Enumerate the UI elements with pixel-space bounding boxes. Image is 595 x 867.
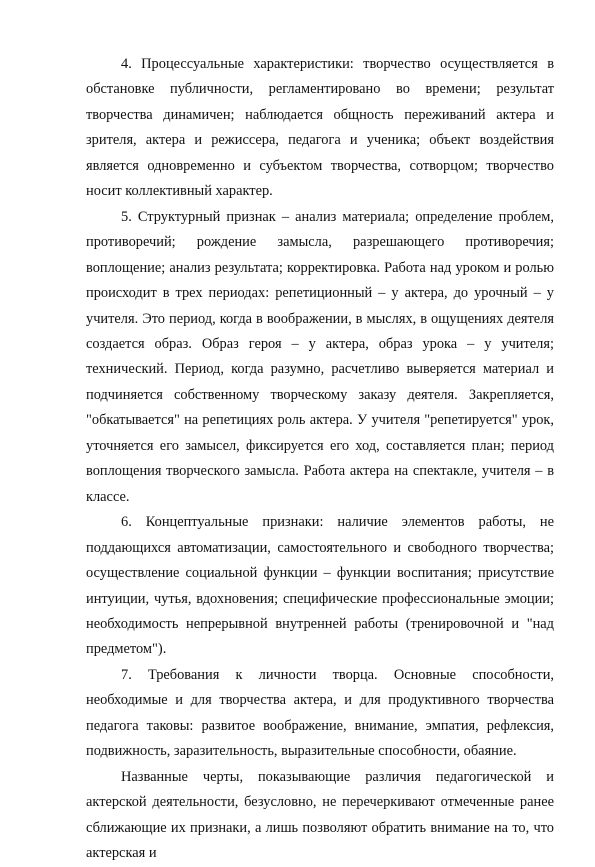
document-body [86, 52, 554, 867]
paragraph-procedural-characteristics: 4. Процессуальные характеристики: творчество осуществляется в обстановке публичности, регламентировано во времени; результат творчества динамичен; наблюдается общность переживаний актера и зрителя, актера и режиссера, педагога и ученика; объект воздействия является одновременно и субъектом творчества, сотворцом; творчество носит коллективный характер. [86, 56, 554, 200]
paragraph-structural-feature: 5. Структурный признак – анализ материала; определение проблем, противоречий; рождение замысла, разрешающего противоречия; воплощение; анализ результата; корректировка. Работа над уроком и ролью происходит в трех периодах: репетиционный – у актера, до урочный – у учителя. Это период, когда в воображении, в мыслях, в ощущениях деятеля создается образ. Образ героя – у актера, образ урока – у учителя; технический. Период, когда разумно, расчетливо выверяется материал и подчиняется собственному творческому заказу деятеля. Закрепляется, "обкатывается" на репетициях роль актера. У учителя "репетируется" урок, уточняется его замысел, фиксируется его ход, составляется план; период воплощения творческого замысла. Работа актера на спектакле, учителя – в классе. [86, 208, 554, 505]
paragraph-conclusion: Названные черты, показывающие различия педагогической и актерской деятельности, безусловно, не перечеркивают отмеченные ранее сближающие их признаки, а лишь позволяют обратить внимание на то, что актерская и [86, 768, 554, 862]
paragraph-creator-requirements: 7. Требования к личности творца. Основные способности, необходимые и для творчества актера, и для продуктивного творчества педагога таковы: развитое воображение, внимание, эмпатия, рефлексия, подвижность, заразительность, выразительные способности, обаяние. [86, 666, 554, 760]
paragraph-conceptual-features: 6. Концептуальные признаки: наличие элементов работы, не поддающихся автоматизации, самостоятельного и свободного творчества; осуществление социальной функции – функции воспитания; присутствие интуиции, чутья, вдохновения; специфические профессиональные эмоции; необходимость непрерывной внутренней работы (тренировочной и "над предметом"). [86, 514, 554, 658]
